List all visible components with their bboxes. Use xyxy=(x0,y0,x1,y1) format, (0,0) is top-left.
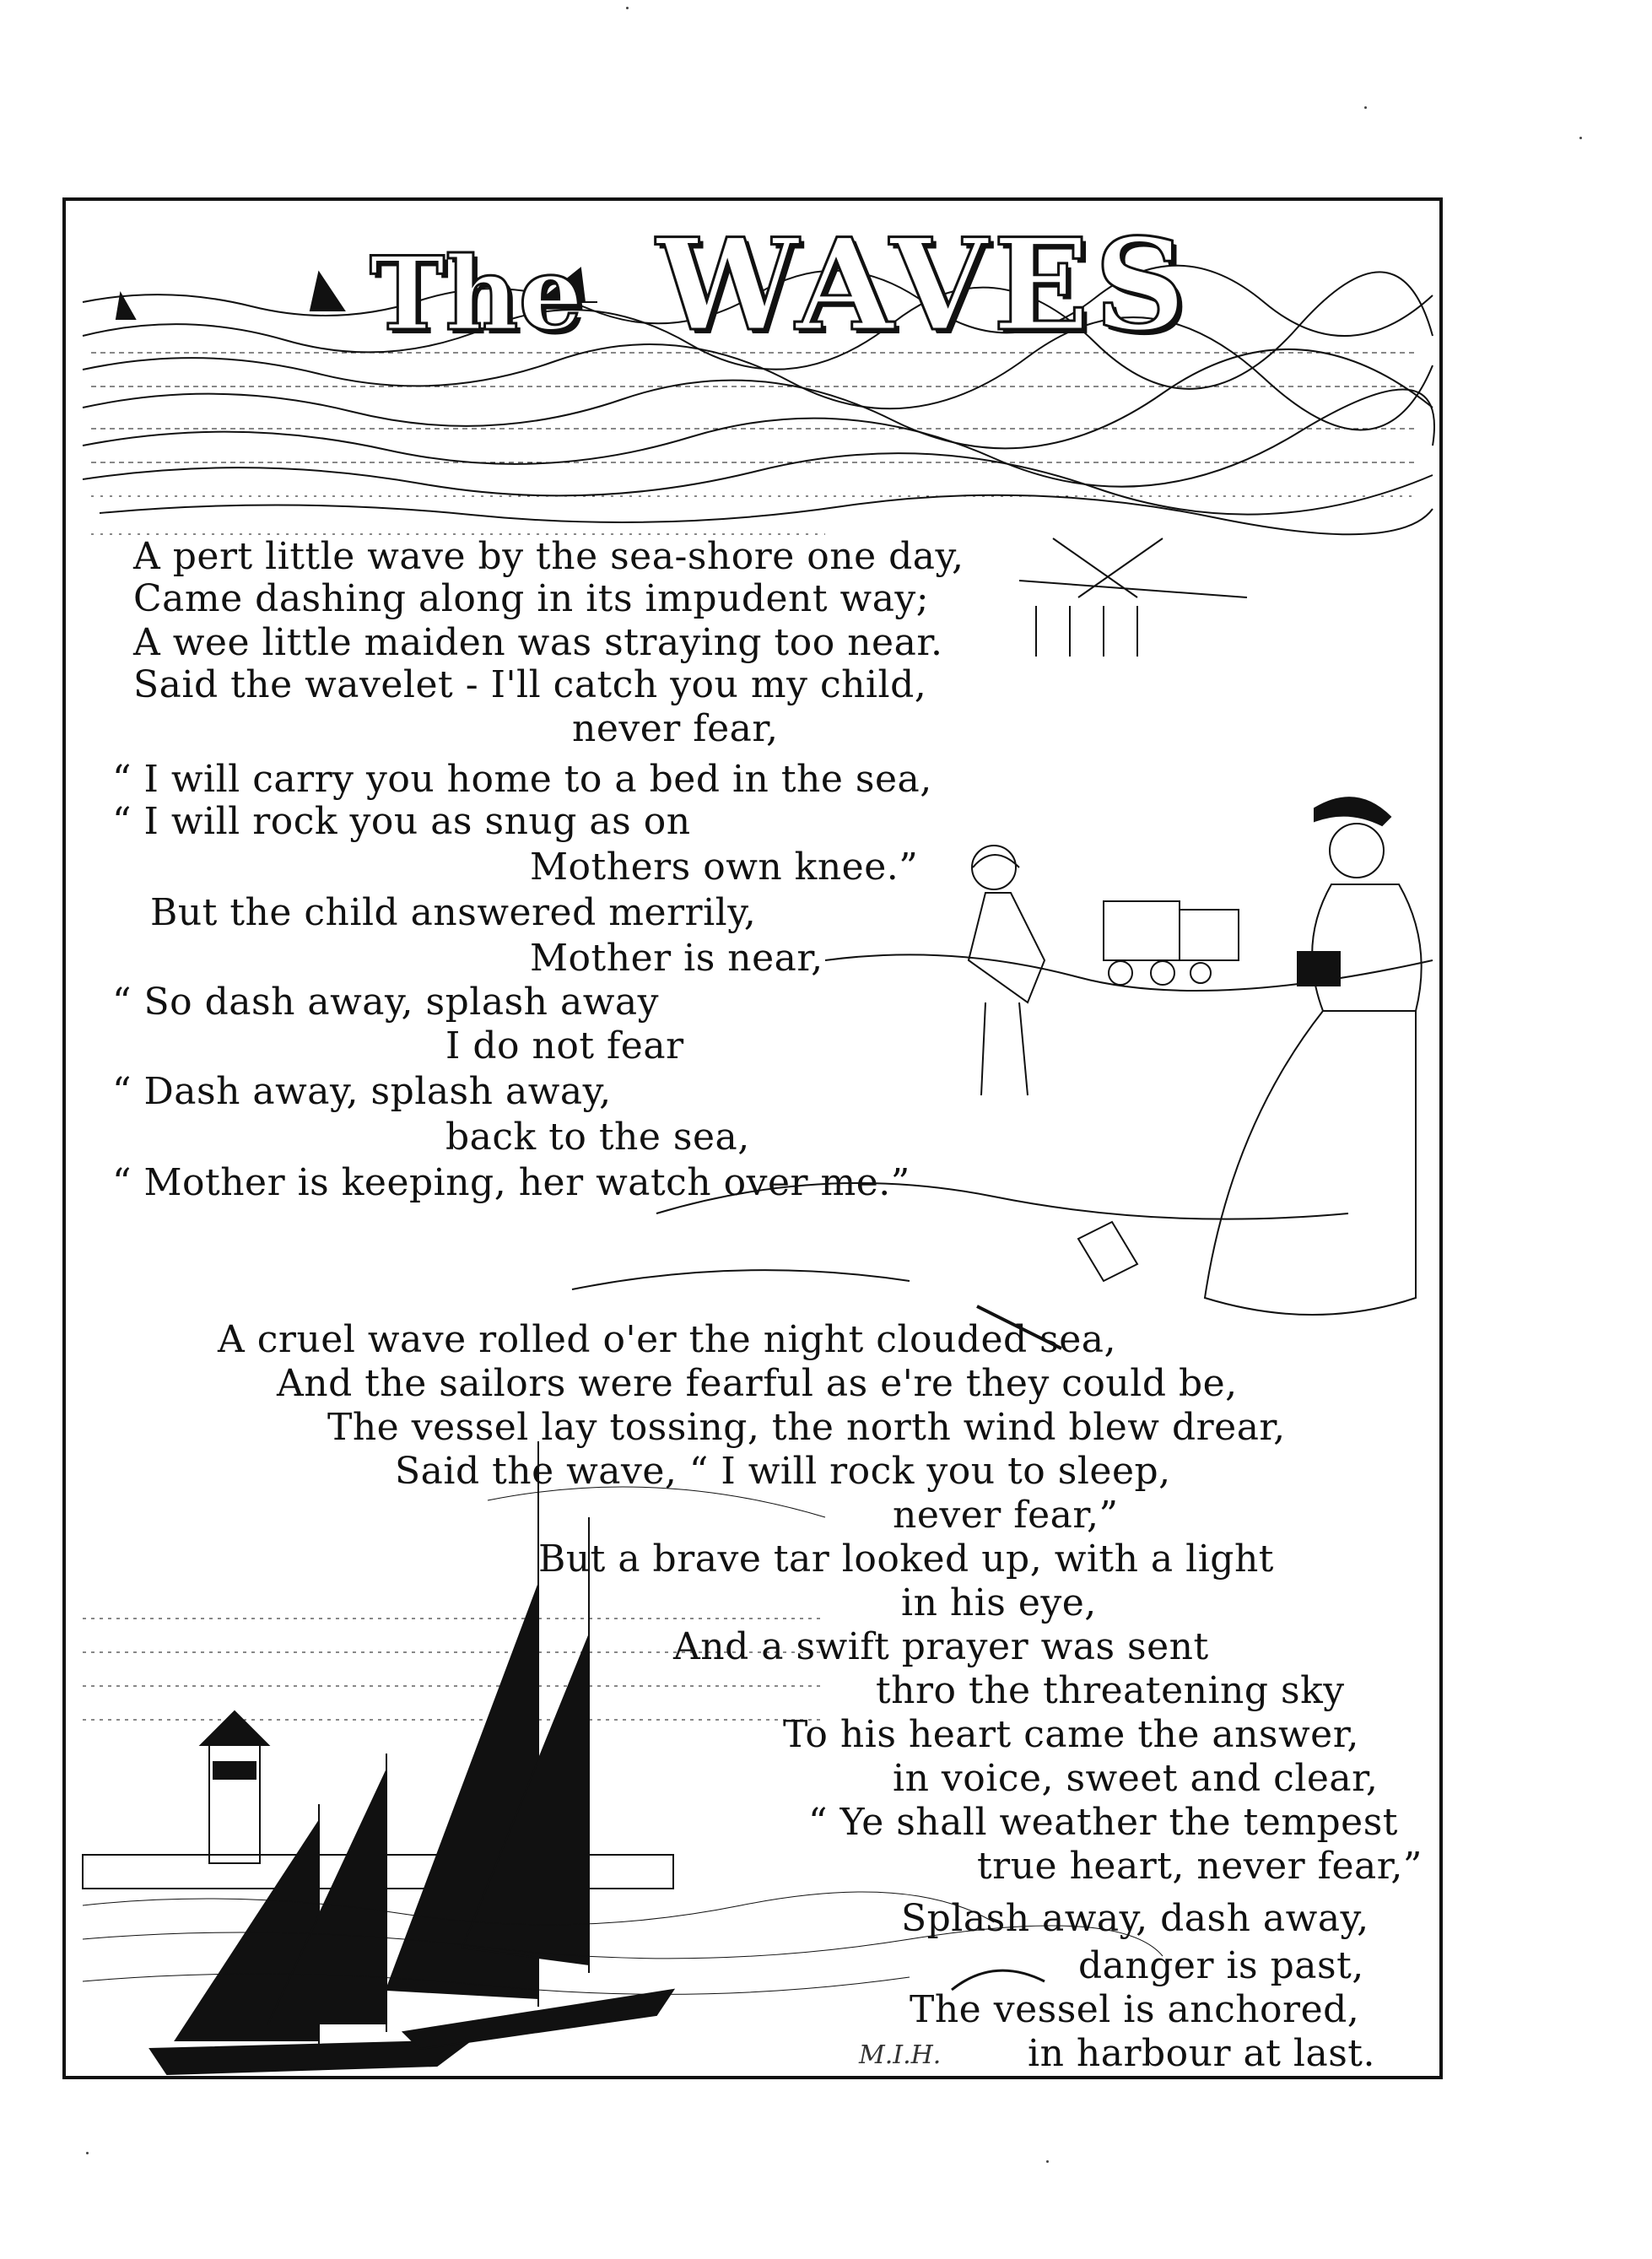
stanza2-line-4: Said the wave, “ I will rock you to sleep, xyxy=(395,1450,1171,1493)
title-the: The xyxy=(370,235,583,354)
stanza1-line-5: never fear, xyxy=(572,707,779,750)
ship-scene xyxy=(83,1441,673,2074)
page-frame xyxy=(62,197,1443,2079)
stanza2-line-3: The vessel lay tossing, the north wind blew drear, xyxy=(327,1406,1286,1449)
stanza1-line-10: Mother is near, xyxy=(530,937,823,980)
stanza2-line-9: thro the threatening sky xyxy=(876,1669,1345,1712)
title-waves: WAVES xyxy=(656,211,1191,359)
stanza2-line-10: To his heart came the answer, xyxy=(783,1713,1359,1756)
stanza2-line-11: in voice, sweet and clear, xyxy=(893,1757,1379,1800)
print-speck xyxy=(626,7,629,9)
stanza2-line-15: danger is past, xyxy=(1078,1944,1364,1987)
top-sea-hatching xyxy=(91,353,1416,534)
stanza1-line-14: back to the sea, xyxy=(445,1116,750,1159)
stanza2-line-5: never fear,” xyxy=(893,1494,1119,1537)
stanza2-line-2: And the sailors were fearful as e're they could be, xyxy=(277,1362,1238,1405)
stanza1-line-9: But the child answered merrily, xyxy=(150,891,757,934)
stanza2-line-14: Splash away, dash away, xyxy=(901,1897,1369,1940)
stanza1-line-12: I do not fear xyxy=(445,1024,684,1067)
stanza1-line-15: “ Mother is keeping, her watch over me.” xyxy=(112,1161,910,1204)
stanza1-line-6: “ I will carry you home to a bed in the sea, xyxy=(112,758,932,801)
print-speck xyxy=(1579,137,1582,139)
stanza1-line-13: “ Dash away, splash away, xyxy=(112,1070,612,1113)
print-speck xyxy=(1046,2160,1049,2163)
stanza1-line-7: “ I will rock you as snug as on xyxy=(112,800,691,843)
print-speck xyxy=(86,2152,89,2154)
stanza2-line-17: in harbour at last. xyxy=(1028,2032,1375,2075)
stanza2-line-8: And a swift prayer was sent xyxy=(673,1625,1209,1668)
stanza2-line-12: “ Ye shall weather the tempest xyxy=(808,1801,1398,1844)
stanza2-line-7: in his eye, xyxy=(901,1581,1097,1624)
signature: M.I.H. xyxy=(859,2040,942,2070)
stanza1-line-2: Came dashing along in its impudent way; xyxy=(133,577,930,620)
stanza2-line-16: The vessel is anchored, xyxy=(910,1988,1360,2031)
stanza2-line-1: A cruel wave rolled o'er the night clouded sea, xyxy=(218,1318,1117,1361)
stanza1-line-4: Said the wavelet - I'll catch you my child, xyxy=(133,663,927,706)
stanza2-line-6: But a brave tar looked up, with a light xyxy=(538,1538,1274,1581)
print-speck xyxy=(1364,106,1367,109)
stanza2-line-13: true heart, never fear,” xyxy=(977,1845,1423,1888)
stanza1-line-3: A wee little maiden was straying too near. xyxy=(133,621,943,664)
stanza1-line-11: “ So dash away, splash away xyxy=(112,981,659,1024)
stanza1-line-1: A pert little wave by the sea-shore one day, xyxy=(133,535,964,578)
stanza1-line-8: Mothers own knee.” xyxy=(530,846,919,889)
